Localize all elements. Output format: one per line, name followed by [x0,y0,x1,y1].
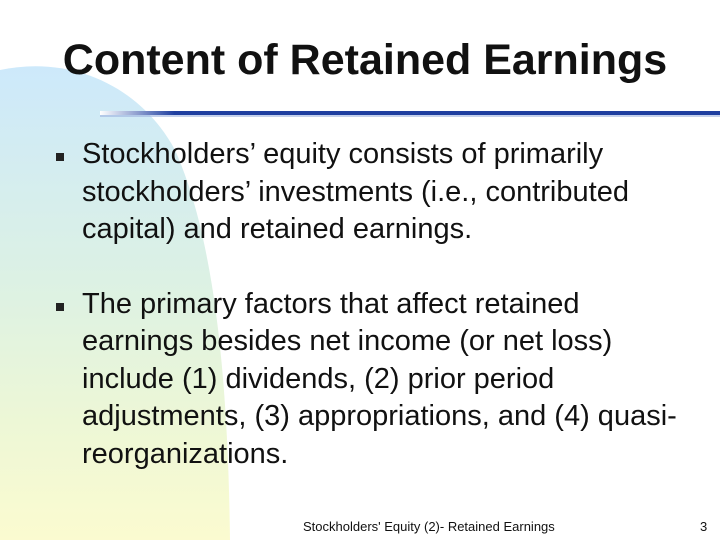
bullet-item [52,286,692,474]
bullet-text: The primary factors that affect retained earnings besides net income (or net loss) include (1) dividends, (2) prior period adjustments, (3) appropriations, and (4) quasi-reorganizations. [82,287,677,470]
slide-title: Content of Retained Earnings [62,36,668,84]
bullet-item [52,136,692,249]
bullet-list [52,136,692,473]
page-number: 3 [700,519,708,534]
title-underline [100,110,720,118]
bullet-text: Stockholders’ equity consists of primarily stockholders’ investments (i.e., contributed capital) and retained earnings. [82,138,629,245]
square-bullet-icon [56,153,64,161]
square-bullet-icon [56,303,64,311]
slide-footer: Stockholders' Equity (2)- Retained Earnings [303,519,555,534]
